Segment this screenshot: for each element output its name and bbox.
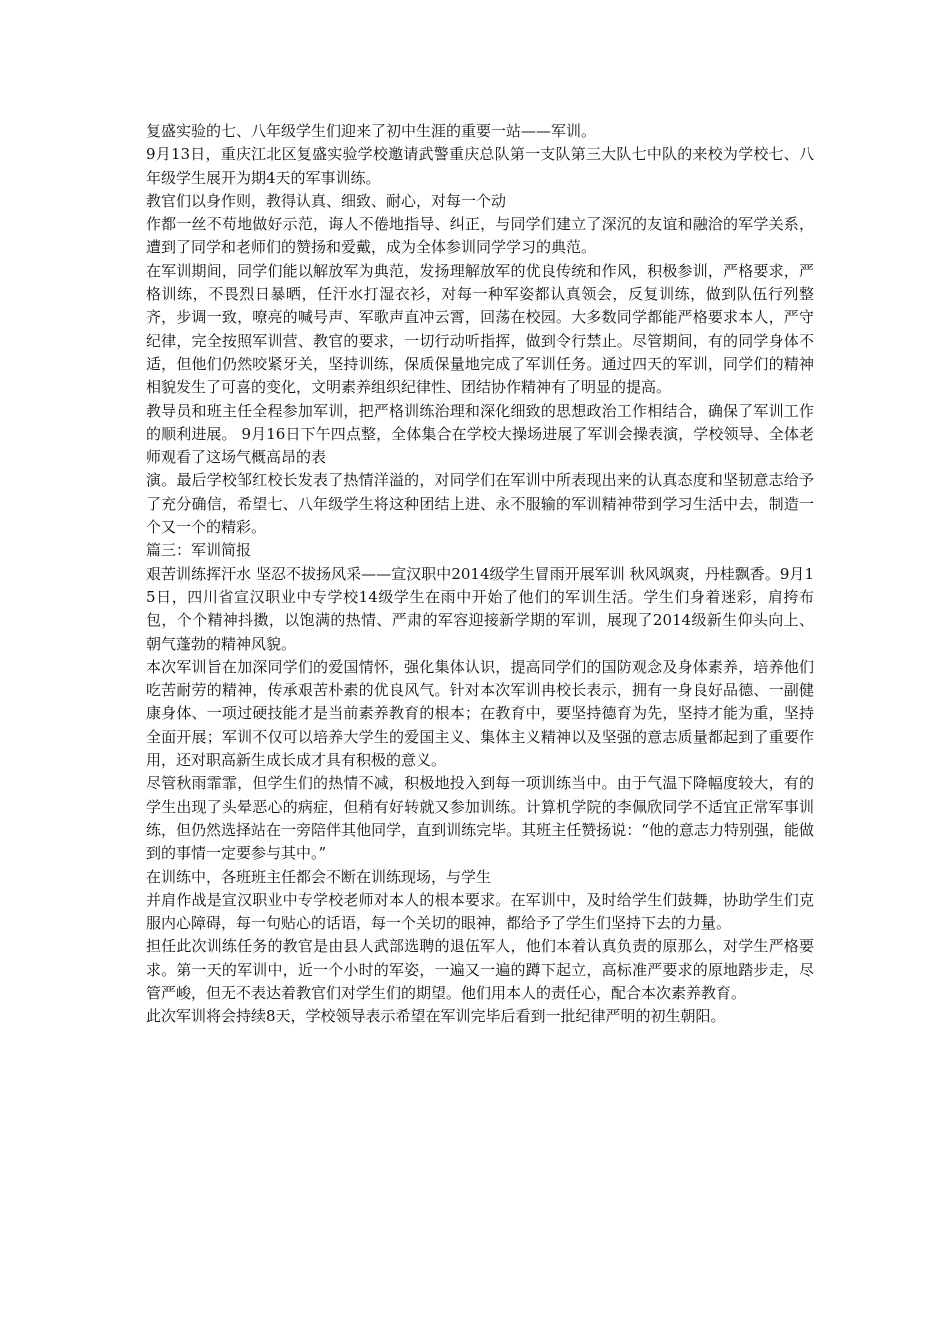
section-heading: 篇三：军训简报	[146, 541, 252, 560]
paragraph-4: 作都一丝不苟地做好示范，诲人不倦地指导、纠正，与同学们建立了深沉的友谊和融洽的军学关系，遭到了同学和老师们的赞扬和爱戴，成为全体参训同学学习的典范。	[146, 215, 814, 257]
paragraph-10: 本次军训旨在加深同学们的爱国情怀，强化集体认识，提高同学们的国防观念及身体素养，培养他们吃苦耐劳的精神，传承艰苦朴素的优良风气。针对本次军训冉校长表示，拥有一身良好品德、一副健康身体、一项过硬技能才是当前素养教育的根本；在教育中，要坚持德育为先，坚持才能为重，坚持全面开展；军训不仅可以培养大学生的爱国主义、集体主义精神以及坚强的意志质量都起到了重要作用，还对职高新生成长成才具有积极的意义。	[146, 657, 814, 770]
paragraph-12: 在训练中，各班班主任都会不断在训练现场，与学生	[146, 867, 492, 886]
paragraph-13: 并肩作战是宣汉职业中专学校老师对本人的根本要求。在军训中，及时给学生们鼓舞，协助学生们克服内心障碍，每一句贴心的话语，每一个关切的眼神，都给予了学生们坚持下去的力量。	[146, 890, 814, 933]
paragraph-9: 艰苦训练挥汗水 坚忍不拔扬风采——宣汉职中2014级学生冒雨开展军训 秋风飒爽，丹桂飘香。9月15日，四川省宣汉职业中专学校14级学生在雨中开始了他们的军训生活。学生们身着迷彩，肩挎布包，个个精神抖擞，以饱满的热情、严肃的军容迎接新学期的军训，展现了2014级新生仰头向上、朝气蓬勃的精神风貌。	[146, 564, 814, 653]
paragraph-14: 担任此次训练任务的教官是由县人武部选聘的退伍军人，他们本着认真负责的原那么，对学生严格要求。第一天的军训中，近一个小时的军姿，一遍又一遍的蹲下起立，高标准严要求的原地踏步走，尽管严峻，但无不表达着教官们对学生们的期望。他们用本人的责任心，配合本次素养教育。	[146, 937, 814, 1002]
paragraph-15: 此次军训将会持续8天，学校领导表示希望在军训完毕后看到一批纪律严明的初生朝阳。	[146, 1007, 726, 1026]
paragraph-7: 演。最后学校邹红校长发表了热情洋溢的，对同学们在军训中所表现出来的认真态度和坚韧意志给予了充分确信，希望七、八年级学生将这种团结上进、永不服输的军训精神带到学习生活中去，制造一个又一个的精彩。	[146, 471, 814, 537]
paragraph-2: 9月13日，重庆江北区复盛实验学校邀请武警重庆总队第一支队第三大队七中队的来校为学校七、八年级学生展开为期4天的军事训练。	[146, 145, 814, 187]
paragraph-5: 在军训期间，同学们能以解放军为典范，发扬理解放军的优良传统和作风，积极参训，严格要求，严格训练，不畏烈日暴晒，任汗水打湿衣衫，对每一种军姿都认真领会，反复训练，做到队伍行列整齐，步调一致，嘹亮的喊号声、军歌声直冲云霄，回荡在校园。大多数同学都能严格要求本人，严守纪律，完全按照军训营、教官的要求，一切行动听指挥，做到令行禁止。尽管期间，有的同学身体不适，但他们仍然咬紧牙关，坚持训练，保质保量地完成了军训任务。通过四天的军训，同学们的精神相貌发生了可喜的变化，文明素养组织纪律性、团结协作精神有了明显的提高。	[146, 261, 814, 397]
paragraph-11: 尽管秋雨霏霏，但学生们的热情不减，积极地投入到每一项训练当中。由于气温下降幅度较大，有的学生出现了头晕恶心的病症，但稍有好转就又参加训练。计算机学院的李佩欣同学不适宜正常军事训练，但仍然选择站在一旁陪伴其他同学，直到训练完毕。其班主任赞扬说：“他的意志力特别强，能做到的事情一定要参与其中。”	[146, 774, 814, 863]
document-body	[146, 120, 814, 1029]
paragraph-6: 教导员和班主任全程参加军训，把严格训练治理和深化细致的思想政治工作相结合，确保了军训工作的顺利进展。 9月16日下午四点整，全体集合在学校大操场进展了军训会操表演，学校领导、全体老师观看了这场气概高昂的表	[146, 401, 814, 467]
paragraph-3: 教官们以身作则，教得认真、细致、耐心，对每一个动	[146, 191, 507, 210]
paragraph-1: 复盛实验的七、八年级学生们迎来了初中生涯的重要一站——军训。	[146, 122, 597, 140]
